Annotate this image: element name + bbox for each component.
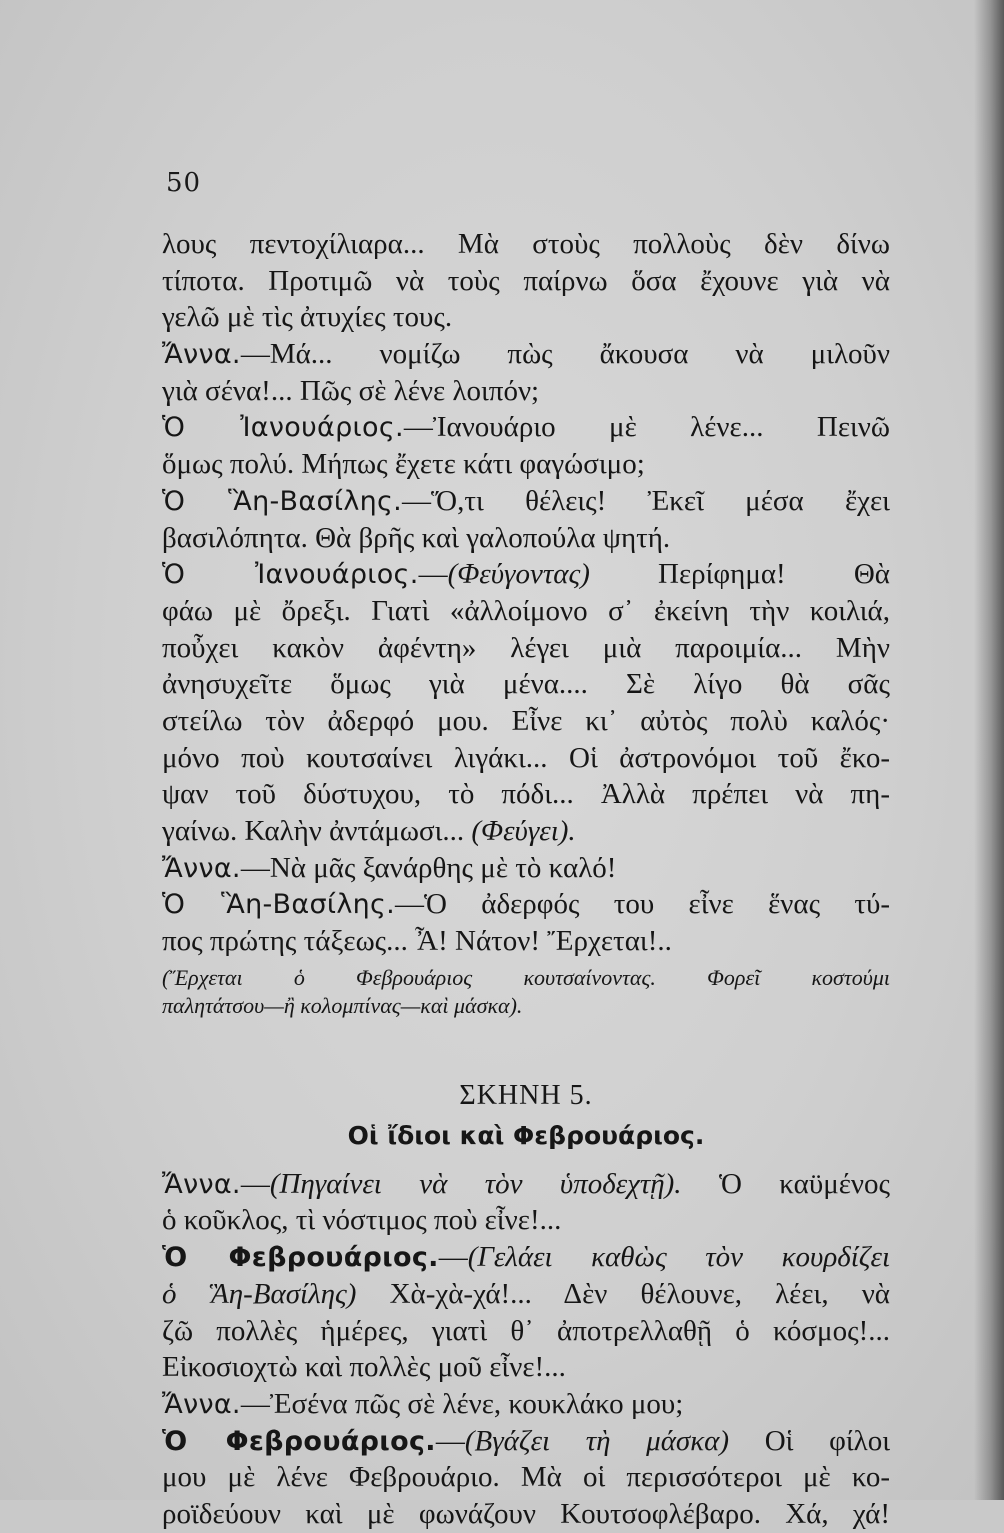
speaker-name: Ὁ Ἰανουάριος. <box>162 412 404 444</box>
text-line <box>162 446 890 483</box>
text-line <box>162 813 890 850</box>
speech-text: —Ἐσένα πῶς σὲ λένε, κουκλάκο μου; <box>240 1387 684 1420</box>
text-run: ψαν τοῦ δύστυχου, τὸ πόδι... Ἀλλὰ πρέπει νὰ πη- <box>162 778 890 811</box>
text-line <box>162 299 890 336</box>
speaker-name: Ἄννα. <box>162 339 241 371</box>
text-line <box>162 520 890 557</box>
speech-text: Ὁ καϋμένος <box>681 1167 891 1200</box>
scene-persons: Οἱ ἴδιοι καὶ Φεβρουάριος. <box>347 1120 705 1150</box>
speaker-name: Ὁ Φεβρουάριος. <box>162 1242 439 1274</box>
stage-note: (Γελάει καθὼς τὸν κουρδίζει <box>467 1241 890 1274</box>
text-line <box>162 226 890 263</box>
stage-direction-line: (Ἔρχεται ὁ Φεβρουάριος κουτσαίνοντας. Φορεῖ κοστούμι <box>162 964 890 990</box>
text-run: ὅμως πολύ. Μήπως ἔχετε κάτι φαγώσιμο; <box>162 448 645 481</box>
text-line <box>162 1349 890 1386</box>
dialogue-line <box>162 1386 890 1423</box>
stage-note: (Φεύγοντας) <box>447 558 590 591</box>
speech-text: Χὰ-χὰ-χά!... Δὲν θέλουνε, λέει, νὰ <box>356 1277 890 1310</box>
text-line <box>162 1313 890 1350</box>
speech-text: Οἱ φίλοι <box>729 1424 890 1457</box>
text-run: πος πρώτης τάξεως... Ἆ! Νάτον! Ἔρχεται!.. <box>162 925 672 958</box>
dialogue-line <box>162 556 890 593</box>
text-run: Εἰκοσιοχτὼ καὶ πολλὲς μοῦ εἶνε!... <box>162 1351 566 1384</box>
text-run: ροϊδεύουν καὶ μὲ φωνάζουν Κουτσοφλέβαρο. Χά, χά! <box>162 1497 890 1530</box>
dialogue-text <box>162 226 890 1533</box>
text-run: γιὰ σένα!... Πῶς σὲ λένε λοιπόν; <box>162 374 540 407</box>
text-line <box>162 740 890 777</box>
dash: — <box>418 558 448 591</box>
dialogue-line <box>162 336 890 373</box>
text-run: λους πεντοχίλιαρα... Μὰ στοὺς πολλοὺς δὲν δίνω <box>162 228 890 260</box>
text-line <box>162 923 890 960</box>
dash: — <box>240 1167 270 1200</box>
speech-text: —Νὰ μᾶς ξανάρθης μὲ τὸ καλό! <box>240 851 617 884</box>
dialogue-line <box>162 483 890 520</box>
speech-text: —Ὅ,τι θέλεις! Ἐκεῖ μέσα ἔχει <box>402 484 890 517</box>
speaker-name: Ἄννα. <box>162 852 241 884</box>
speaker-name: Ὁ Ἰανουάριος. <box>162 559 419 591</box>
dialogue-line <box>162 850 890 887</box>
text-run: ὁ κοῦκλος, τὶ νόστιμος ποὺ εἶνε!... <box>162 1204 562 1237</box>
text-run: στείλω τὸν ἀδερφό μου. Εἶνε κι᾽ αὐτὸς πολὺ καλός· <box>162 704 890 737</box>
text-line <box>162 1496 890 1533</box>
dash: — <box>435 1424 465 1457</box>
text-line <box>162 1202 890 1239</box>
stage-note: (Βγάζει τὴ μάσκα) <box>464 1424 730 1457</box>
text-line <box>162 1276 890 1313</box>
speaker-name: Ὁ Ἃη-Βασίλης. <box>162 889 396 921</box>
stage-note: (Φεύγει). <box>471 815 576 847</box>
speaker-name: Ἄννα. <box>162 1168 241 1200</box>
speaker-name: Ὁ Ἃη-Βασίλης. <box>162 485 403 517</box>
text-run: τίποτα. Προτιμῶ νὰ τοὺς παίρνω ὅσα ἔχουνε γιὰ νὰ <box>162 264 890 297</box>
text-line <box>162 373 890 410</box>
dash: — <box>438 1241 468 1274</box>
text-run: βασιλόπητα. Θὰ βρῆς καὶ γαλοπούλα ψητή. <box>162 521 671 554</box>
text-line <box>162 1459 890 1496</box>
speech-text: —Μά... νομίζω πὼς ἄκουσα νὰ μιλοῦν <box>240 338 890 371</box>
dialogue-line <box>162 1239 890 1276</box>
dialogue-line <box>162 886 890 923</box>
stage-direction-line: παλητάτσου—ἢ κολομπίνας—καὶ μάσκα). <box>162 992 523 1018</box>
scene-title: ΣΚΗΝΗ 5. <box>459 1079 593 1111</box>
stage-note: ὁ Ἃη-Βασίλης) <box>162 1277 357 1310</box>
dialogue-line <box>162 409 890 446</box>
speech-text: Περίφημα! Θὰ <box>589 558 890 591</box>
text-run: γαίνω. Καλὴν ἀντάμωσι... <box>162 815 472 847</box>
speech-text: —Ὁ ἀδερφός του εἶνε ἕνας τύ- <box>395 888 890 921</box>
text-line <box>162 630 890 667</box>
text-line <box>162 666 890 703</box>
text-run: ἀνησυχεῖτε ὅμως γιὰ μένα.... Σὲ λίγο θὰ σᾶς <box>162 668 890 701</box>
text-run: ποὖχει κακὸν ἀφέντη» λέγει μιὰ παροιμία... Μὴν <box>162 631 890 664</box>
text-run: φάω μὲ ὄρεξι. Γιατὶ «ἀλλοίμονο σ᾽ ἐκείνη τὴν κοιλιά, <box>162 594 890 627</box>
page-number: 50 <box>166 168 202 198</box>
speaker-name: Ἄννα. <box>162 1388 241 1420</box>
page-edge-shadow <box>974 0 1004 1500</box>
stage-note: (Πηγαίνει νὰ τὸν ὑποδεχτῇ). <box>269 1167 682 1200</box>
text-run: γελῶ μὲ τὶς ἀτυχίες τους. <box>162 301 453 334</box>
text-line <box>162 776 890 813</box>
text-line <box>162 263 890 300</box>
text-run: μόνο ποὺ κουτσαίνει λιγάκι... Οἱ ἀστρονόμοι τοῦ ἔκο- <box>162 741 890 774</box>
text-line <box>162 593 890 630</box>
dialogue-line <box>162 1166 890 1203</box>
text-run: ζῶ πολλὲς ἡμέρες, γιατὶ θ᾽ ἀποτρελλαθῇ ὁ κόσμος!... <box>162 1314 890 1347</box>
dialogue-line <box>162 1423 890 1460</box>
speech-text: —Ἰανουάριο μὲ λένε... Πεινῶ <box>403 411 890 444</box>
text-line <box>162 703 890 740</box>
text-run: μου μὲ λένε Φεβρουάριο. Μὰ οἱ περισσότεροι μὲ κο- <box>162 1461 890 1494</box>
speaker-name: Ὁ Φεβρουάριος. <box>162 1425 436 1457</box>
